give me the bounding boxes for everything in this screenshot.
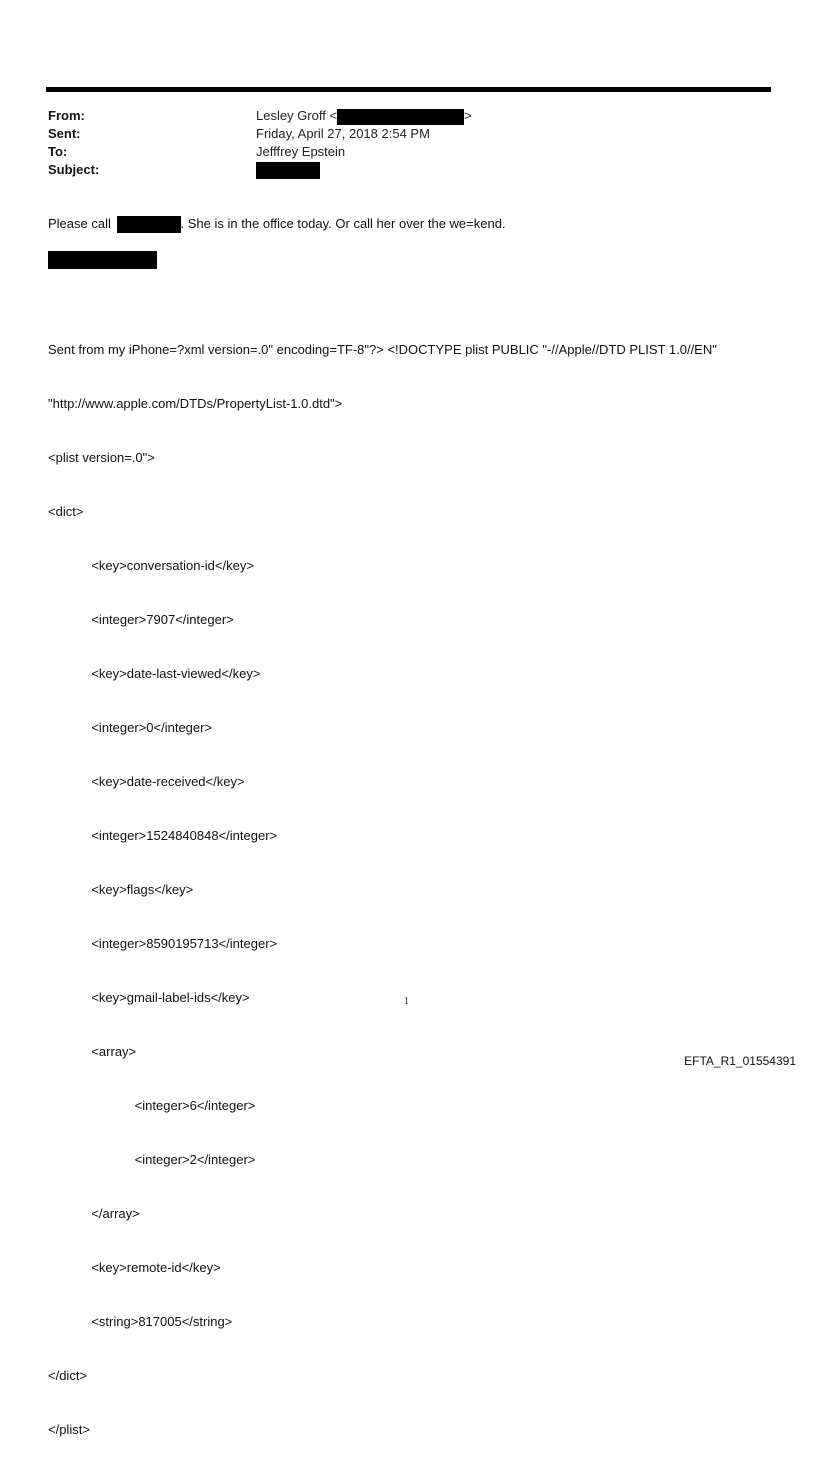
from-value	[256, 108, 472, 125]
page-number: 1	[404, 996, 409, 1007]
subject-value	[256, 162, 320, 179]
plist-line: <key>flags</key>	[48, 882, 194, 897]
subject-label: Subject:	[48, 162, 100, 177]
from-close: >	[464, 108, 472, 123]
plist-line: <key>gmail-label-ids</key>	[48, 990, 250, 1005]
plist-line: <plist version=.0">	[48, 450, 155, 465]
header-rule	[46, 87, 771, 92]
bates-number: EFTA_R1_01554391	[684, 1054, 796, 1068]
plist-line: <integer>7907</integer>	[48, 612, 234, 627]
plist-line: <array>	[48, 1044, 137, 1059]
plist-line: <integer>8590195713</integer>	[48, 936, 278, 951]
redaction-box	[337, 109, 464, 125]
redaction-box	[117, 216, 181, 233]
message-text-rest: . She is in the office today. Or call her over the we=kend.	[180, 216, 506, 231]
plist-line: <dict>	[48, 504, 84, 519]
plist-line: <integer>2</integer>	[48, 1152, 256, 1167]
plist-line: <key>remote-id</key>	[48, 1260, 221, 1275]
to-value: Jefffrey Epstein	[256, 144, 346, 159]
from-name: Lesley Groff <	[256, 108, 338, 123]
sent-label: Sent:	[48, 126, 81, 141]
plist-line: </array>	[48, 1206, 140, 1221]
plist-line: <integer>0</integer>	[48, 720, 213, 735]
from-label: From:	[48, 108, 85, 123]
plist-line: </plist>	[48, 1422, 90, 1437]
plist-line: "http://www.apple.com/DTDs/PropertyList-1.0.dtd">	[48, 396, 343, 411]
plist-line: Sent from my iPhone=?xml version=.0" encoding=TF-8"?> <!DOCTYPE plist PUBLIC "-//Apple//DTD PLIST 1.0//EN"	[48, 342, 717, 357]
plist-line: <key>date-last-viewed</key>	[48, 666, 261, 681]
plist-line: <string>817005</string>	[48, 1314, 233, 1329]
plist-line: <integer>1524840848</integer>	[48, 828, 278, 843]
sent-value: Friday, April 27, 2018 2:54 PM	[256, 126, 430, 141]
to-label: To:	[48, 144, 68, 159]
plist-block	[48, 305, 717, 1457]
message-body	[48, 216, 506, 233]
redaction-box	[48, 251, 157, 269]
redaction-box	[256, 162, 320, 179]
plist-line: </dict>	[48, 1368, 88, 1383]
plist-line: <key>date-received</key>	[48, 774, 245, 789]
plist-line: <key>conversation-id</key>	[48, 558, 254, 573]
message-text-start: Please call	[48, 216, 111, 231]
plist-line: <integer>6</integer>	[48, 1098, 256, 1113]
